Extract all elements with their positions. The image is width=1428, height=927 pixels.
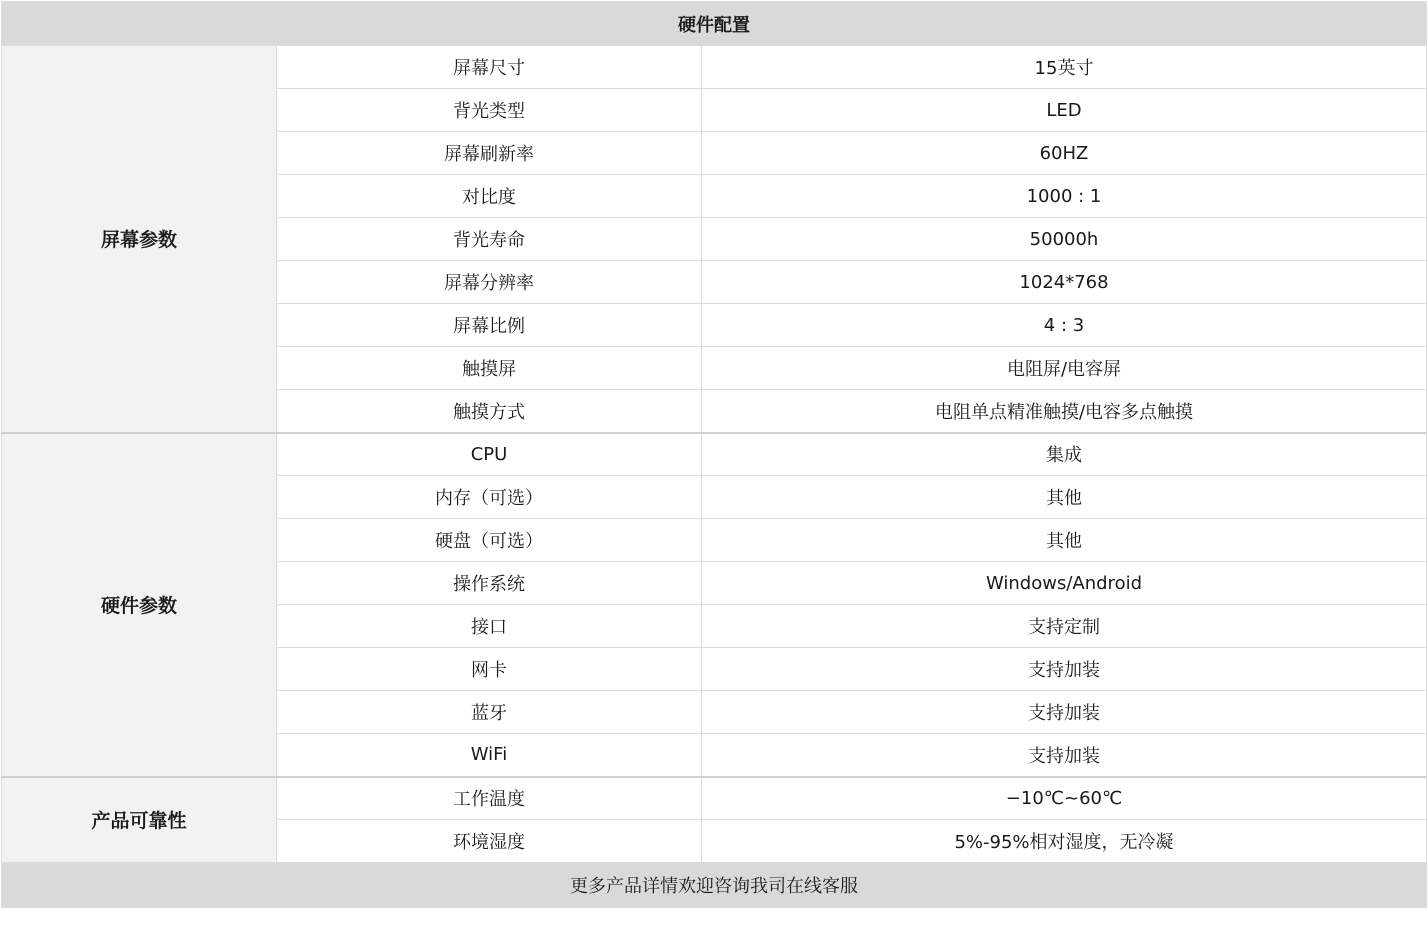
table-row — [2, 433, 1427, 476]
table-title: 硬件配置 — [2, 2, 1427, 46]
spec-value-cell: 60HZ — [702, 132, 1427, 175]
spec-label-cell: 内存（可选） — [277, 476, 702, 519]
table-row — [2, 777, 1427, 820]
table-footer-row — [2, 863, 1427, 908]
spec-label-cell: 屏幕比例 — [277, 304, 702, 347]
spec-value-cell: 支持加装 — [702, 648, 1427, 691]
hardware-spec-table — [1, 1, 1427, 908]
group-name-cell: 屏幕参数 — [2, 46, 277, 433]
table-row — [2, 46, 1427, 89]
spec-value-cell: LED — [702, 89, 1427, 132]
spec-value-cell: −10℃~60℃ — [702, 777, 1427, 820]
spec-value-cell: 其他 — [702, 476, 1427, 519]
spec-label-cell: CPU — [277, 433, 702, 476]
spec-label-cell: 背光寿命 — [277, 218, 702, 261]
spec-label-cell: 接口 — [277, 605, 702, 648]
spec-value-cell: 1000 : 1 — [702, 175, 1427, 218]
spec-label-cell: 触摸方式 — [277, 390, 702, 433]
spec-value-cell: 50000h — [702, 218, 1427, 261]
spec-label-cell: 硬盘（可选） — [277, 519, 702, 562]
spec-value-cell: 电阻单点精准触摸/电容多点触摸 — [702, 390, 1427, 433]
spec-label-cell: 触摸屏 — [277, 347, 702, 390]
spec-label-cell: 屏幕刷新率 — [277, 132, 702, 175]
spec-label-cell: 工作温度 — [277, 777, 702, 820]
table-header-row — [2, 2, 1427, 46]
group-name-cell: 硬件参数 — [2, 433, 277, 777]
footer-note: 更多产品详情欢迎咨询我司在线客服 — [2, 863, 1427, 908]
spec-value-cell: 支持定制 — [702, 605, 1427, 648]
spec-value-cell: 1024*768 — [702, 261, 1427, 304]
spec-label-cell: 屏幕尺寸 — [277, 46, 702, 89]
group-name-cell: 产品可靠性 — [2, 777, 277, 863]
spec-value-cell: 电阻屏/电容屏 — [702, 347, 1427, 390]
spec-label-cell: WiFi — [277, 734, 702, 777]
spec-label-cell: 屏幕分辨率 — [277, 261, 702, 304]
spec-value-cell: 其他 — [702, 519, 1427, 562]
spec-value-cell: 支持加装 — [702, 691, 1427, 734]
spec-label-cell: 背光类型 — [277, 89, 702, 132]
spec-label-cell: 对比度 — [277, 175, 702, 218]
spec-value-cell: 15英寸 — [702, 46, 1427, 89]
spec-label-cell: 环境湿度 — [277, 820, 702, 863]
spec-value-cell: 支持加装 — [702, 734, 1427, 777]
spec-label-cell: 操作系统 — [277, 562, 702, 605]
spec-value-cell: 5%-95%相对湿度，无冷凝 — [702, 820, 1427, 863]
spec-label-cell: 蓝牙 — [277, 691, 702, 734]
spec-value-cell: Windows/Android — [702, 562, 1427, 605]
spec-label-cell: 网卡 — [277, 648, 702, 691]
spec-value-cell: 集成 — [702, 433, 1427, 476]
spec-value-cell: 4 : 3 — [702, 304, 1427, 347]
